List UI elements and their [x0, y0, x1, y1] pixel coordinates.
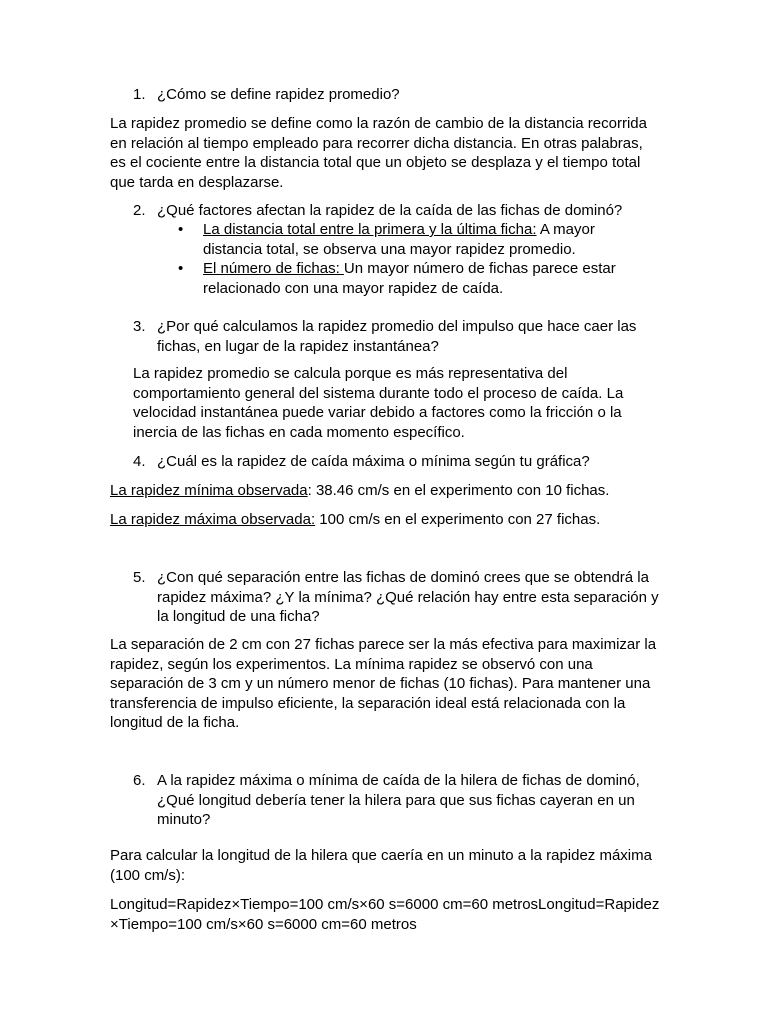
answer-1: La rapidez promedio se define como la razón de cambio de la distancia recorrida en relación al tiempo empleado para recorrer dicha distancia. En otras palabras, es el cociente entre la distancia total que un objeto se desplaza y el tiempo total que tarda en desplazarse. — [110, 115, 647, 191]
question-text: ¿Qué factores afectan la rapidez de la caída de las fichas de dominó? — [157, 202, 623, 219]
question-text: A la rapidez máxima o mínima de caída de la hilera de fichas de dominó, ¿Qué longitud debería tener la hilera para que sus fichas cayeran en un minuto? — [157, 772, 640, 828]
answer-4-max — [110, 510, 662, 530]
bullet-body: Un mayor número de fichas parece estar relacionado con una mayor rapidez de caída. — [203, 260, 616, 297]
answer-label: La rapidez mínima observada — [110, 482, 308, 499]
bullet-item — [178, 259, 648, 298]
question-2 — [133, 201, 663, 221]
question-number: 5. — [133, 569, 146, 586]
question-5 — [133, 568, 663, 627]
bullet-mark: • — [178, 260, 184, 277]
bullet-text — [203, 220, 648, 259]
answer-3: La rapidez promedio se calcula porque es más representativa del comportamiento general del sistema durante todo el proceso de caída. La velocidad instantánea puede variar debido a factores como la fricción o la inercia de las fichas en cada momento específico. — [133, 365, 624, 441]
question-number: 4. — [133, 453, 146, 470]
question-text: ¿Por qué calculamos la rapidez promedio del impulso que hace caer las fichas, en lugar de la rapidez instantánea? — [157, 318, 637, 355]
question-number: 2. — [133, 202, 146, 219]
question-text: ¿Cómo se define rapidez promedio? — [157, 86, 400, 103]
question-1 — [133, 85, 663, 105]
answer-body: 100 cm/s en el experimento con 27 fichas. — [315, 511, 601, 528]
bullet-body: A mayor distancia total, se observa una mayor rapidez promedio. — [203, 221, 595, 258]
formula-text: Longitud=Rapidez×Tiempo=100 cm/s×60 s=6000 cm=60 metrosLongitud=Rapidez×Tiempo=100 cm/s×60 s=6000 cm=60 metros — [110, 896, 660, 933]
bullet-label: La distancia total entre la primera y la última ficha: — [203, 221, 537, 238]
bullet-text — [203, 259, 648, 298]
question-number: 1. — [133, 86, 146, 103]
question-number: 6. — [133, 772, 146, 789]
question-6 — [133, 771, 663, 830]
question-3 — [133, 317, 663, 356]
answer-4-min — [110, 481, 662, 501]
bullet-item — [178, 220, 648, 259]
bullet-label: El número de fichas: — [203, 260, 344, 277]
question-text: ¿Cuál es la rapidez de caída máxima o mínima según tu gráfica? — [157, 453, 590, 470]
question-number: 3. — [133, 318, 146, 335]
answer-body: : 38.46 cm/s en el experimento con 10 fichas. — [307, 482, 610, 499]
answer-label: La rapidez máxima observada: — [110, 511, 316, 528]
question-text: ¿Con qué separación entre las fichas de dominó crees que se obtendrá la rapidez máxima? ¿Y la mínima? ¿Qué relación hay entre esta separación y la longitud de una ficha? — [157, 569, 659, 625]
answer-6: Para calcular la longitud de la hilera que caería en un minuto a la rapidez máxima (100 cm/s): — [110, 847, 652, 884]
answer-5: La separación de 2 cm con 27 fichas parece ser la más efectiva para maximizar la rapidez, según los experimentos. La mínima rapidez se observó con una separación de 3 cm y un número menor de fichas (10 fichas). Para mantener una transferencia de impulso eficiente, la separación ideal está relacionada con la longitud de la ficha. — [110, 636, 657, 731]
question-4 — [133, 452, 663, 472]
bullet-mark: • — [178, 221, 184, 238]
